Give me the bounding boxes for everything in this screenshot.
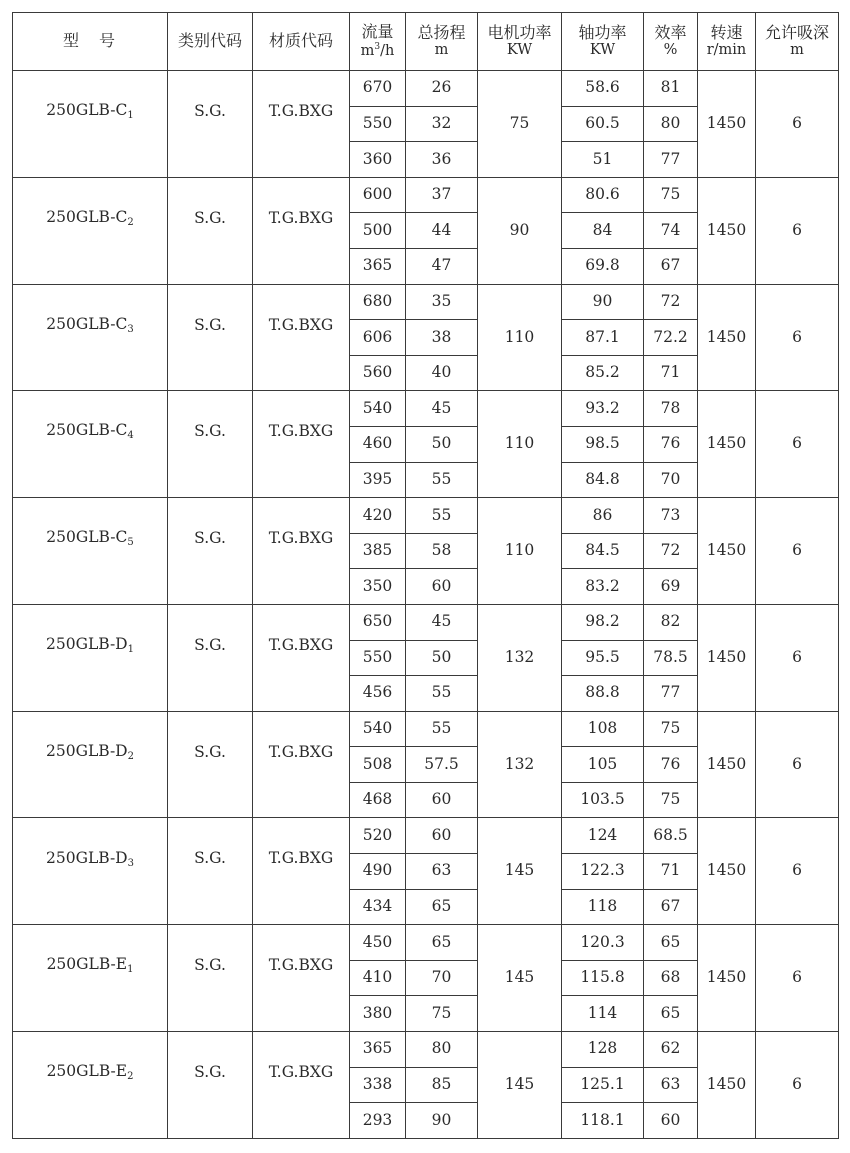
efficiency-cell: 67 — [644, 889, 698, 925]
material-cell-text: T.G.BXG — [268, 101, 334, 120]
motor-power-cell: 110 — [478, 498, 562, 605]
motor-power-cell: 145 — [478, 818, 562, 925]
model-name — [46, 209, 133, 229]
header-efficiency-label: 效率 — [654, 22, 687, 42]
model-name — [46, 743, 134, 763]
header-suction-label: 允许吸深 — [764, 22, 829, 42]
motor-power-cell: 75 — [478, 71, 562, 178]
category-cell — [168, 711, 253, 818]
flow-cell: 550 — [350, 640, 406, 676]
model-subscript: 1 — [127, 964, 134, 976]
header-suction — [756, 13, 839, 71]
model-cell — [13, 925, 168, 1032]
head-cell: 70 — [406, 960, 478, 996]
flow-cell: 460 — [350, 426, 406, 462]
efficiency-cell: 72.2 — [644, 320, 698, 356]
category-cell — [168, 498, 253, 605]
flow-cell: 508 — [350, 747, 406, 783]
shaft-power-cell: 93.2 — [562, 391, 644, 427]
head-cell: 40 — [406, 355, 478, 391]
material-cell — [253, 177, 350, 284]
header-flow-unit-pre: m — [360, 42, 375, 59]
header-shaft-power — [562, 13, 644, 71]
efficiency-cell: 65 — [644, 996, 698, 1032]
material-cell — [253, 818, 350, 925]
material-cell-text: T.G.BXG — [268, 635, 334, 654]
category-cell — [168, 284, 253, 391]
suction-cell: 6 — [756, 177, 839, 284]
category-cell-text: S.G. — [194, 101, 226, 120]
model-name — [47, 1063, 134, 1083]
efficiency-cell: 77 — [644, 676, 698, 712]
table-row — [13, 604, 839, 640]
flow-cell: 670 — [350, 71, 406, 107]
suction-cell: 6 — [756, 925, 839, 1032]
head-cell: 57.5 — [406, 747, 478, 783]
shaft-power-cell: 84.8 — [562, 462, 644, 498]
header-category-label: 类别代码 — [177, 31, 242, 51]
flow-cell: 650 — [350, 604, 406, 640]
model-base: 250GLB-C — [46, 101, 128, 120]
speed-cell: 1450 — [698, 1032, 756, 1139]
header-material-label: 材质代码 — [268, 31, 333, 51]
shaft-power-cell: 115.8 — [562, 960, 644, 996]
material-cell — [253, 391, 350, 498]
suction-cell: 6 — [756, 604, 839, 711]
speed-cell: 1450 — [698, 498, 756, 605]
speed-cell: 1450 — [698, 284, 756, 391]
head-cell: 90 — [406, 1103, 478, 1139]
model-cell — [13, 711, 168, 818]
pump-spec-table — [12, 12, 839, 1139]
efficiency-cell: 75 — [644, 711, 698, 747]
flow-cell: 468 — [350, 782, 406, 818]
motor-power-cell: 110 — [478, 391, 562, 498]
material-cell — [253, 498, 350, 605]
head-cell: 50 — [406, 426, 478, 462]
material-cell-text: T.G.BXG — [268, 315, 334, 334]
efficiency-cell: 78.5 — [644, 640, 698, 676]
model-subscript: 3 — [127, 323, 134, 335]
efficiency-cell: 80 — [644, 106, 698, 142]
model-name — [46, 316, 133, 336]
shaft-power-cell: 95.5 — [562, 640, 644, 676]
category-cell — [168, 925, 253, 1032]
model-cell — [13, 498, 168, 605]
efficiency-cell: 76 — [644, 747, 698, 783]
motor-power-cell: 110 — [478, 284, 562, 391]
flow-cell: 450 — [350, 925, 406, 961]
shaft-power-cell: 85.2 — [562, 355, 644, 391]
model-name — [47, 956, 134, 976]
shaft-power-cell: 108 — [562, 711, 644, 747]
model-subscript: 3 — [127, 857, 134, 869]
category-cell-text: S.G. — [194, 635, 226, 654]
model-base: 250GLB-D — [46, 741, 128, 760]
table-row — [13, 284, 839, 320]
flow-cell: 338 — [350, 1067, 406, 1103]
head-cell: 65 — [406, 889, 478, 925]
shaft-power-cell: 120.3 — [562, 925, 644, 961]
material-cell-text: T.G.BXG — [268, 422, 334, 441]
suction-cell: 6 — [756, 284, 839, 391]
efficiency-cell: 60 — [644, 1103, 698, 1139]
model-base: 250GLB-C — [46, 421, 128, 440]
category-cell-text: S.G. — [194, 1063, 226, 1082]
header-shaft-power-label: 轴功率 — [578, 22, 627, 42]
speed-cell: 1450 — [698, 391, 756, 498]
shaft-power-cell: 90 — [562, 284, 644, 320]
category-cell-text: S.G. — [194, 422, 226, 441]
efficiency-cell: 82 — [644, 604, 698, 640]
flow-cell: 680 — [350, 284, 406, 320]
material-cell-text: T.G.BXG — [268, 529, 334, 548]
shaft-power-cell: 84.5 — [562, 533, 644, 569]
flow-cell: 365 — [350, 248, 406, 284]
material-cell — [253, 284, 350, 391]
model-cell — [13, 1032, 168, 1139]
shaft-power-cell: 86 — [562, 498, 644, 534]
head-cell: 47 — [406, 248, 478, 284]
header-flow — [350, 13, 406, 71]
model-subscript: 1 — [127, 110, 134, 122]
flow-cell: 606 — [350, 320, 406, 356]
efficiency-cell: 74 — [644, 213, 698, 249]
efficiency-cell: 77 — [644, 142, 698, 178]
model-name — [46, 850, 134, 870]
header-row — [13, 13, 839, 71]
model-name — [46, 422, 133, 442]
speed-cell: 1450 — [698, 818, 756, 925]
efficiency-cell: 63 — [644, 1067, 698, 1103]
header-category — [168, 13, 253, 71]
shaft-power-cell: 125.1 — [562, 1067, 644, 1103]
head-cell: 60 — [406, 569, 478, 605]
model-subscript: 1 — [127, 644, 134, 656]
header-speed — [698, 13, 756, 71]
flow-cell: 456 — [350, 676, 406, 712]
material-cell-text: T.G.BXG — [268, 1063, 334, 1082]
efficiency-cell: 70 — [644, 462, 698, 498]
shaft-power-cell: 118 — [562, 889, 644, 925]
model-name — [46, 529, 133, 549]
efficiency-cell: 69 — [644, 569, 698, 605]
shaft-power-cell: 98.5 — [562, 426, 644, 462]
header-shaft-power-unit: KW — [589, 42, 616, 59]
header-motor-power-label: 电机功率 — [487, 22, 552, 42]
head-cell: 50 — [406, 640, 478, 676]
shaft-power-cell: 58.6 — [562, 71, 644, 107]
model-subscript: 2 — [127, 1071, 134, 1083]
table-row — [13, 1032, 839, 1068]
header-speed-label: 转速 — [710, 22, 743, 42]
efficiency-cell: 65 — [644, 925, 698, 961]
motor-power-cell: 90 — [478, 177, 562, 284]
efficiency-cell: 72 — [644, 533, 698, 569]
head-cell: 38 — [406, 320, 478, 356]
efficiency-cell: 75 — [644, 782, 698, 818]
head-cell: 55 — [406, 462, 478, 498]
shaft-power-cell: 80.6 — [562, 177, 644, 213]
flow-cell: 520 — [350, 818, 406, 854]
efficiency-cell: 71 — [644, 355, 698, 391]
head-cell: 55 — [406, 498, 478, 534]
shaft-power-cell: 60.5 — [562, 106, 644, 142]
category-cell — [168, 391, 253, 498]
head-cell: 63 — [406, 854, 478, 890]
header-material — [253, 13, 350, 71]
flow-cell: 490 — [350, 854, 406, 890]
model-subscript: 2 — [127, 216, 134, 228]
motor-power-cell: 145 — [478, 1032, 562, 1139]
header-suction-unit: m — [790, 42, 804, 59]
efficiency-cell: 73 — [644, 498, 698, 534]
head-cell: 36 — [406, 142, 478, 178]
table-row — [13, 177, 839, 213]
flow-cell: 420 — [350, 498, 406, 534]
table-header — [13, 13, 839, 71]
flow-cell: 410 — [350, 960, 406, 996]
header-flow-unit — [350, 42, 405, 60]
header-efficiency-unit: % — [663, 42, 678, 59]
material-cell-text: T.G.BXG — [268, 742, 334, 761]
speed-cell: 1450 — [698, 177, 756, 284]
head-cell: 45 — [406, 604, 478, 640]
table-body — [13, 71, 839, 1139]
model-base: 250GLB-C — [46, 314, 128, 333]
efficiency-cell: 75 — [644, 177, 698, 213]
shaft-power-cell: 118.1 — [562, 1103, 644, 1139]
shaft-power-cell: 88.8 — [562, 676, 644, 712]
material-cell — [253, 1032, 350, 1139]
model-subscript: 4 — [127, 430, 134, 442]
header-flow-label: 流量 — [361, 22, 394, 42]
model-name — [46, 102, 133, 122]
speed-cell: 1450 — [698, 604, 756, 711]
material-cell-text: T.G.BXG — [268, 208, 334, 227]
flow-cell: 395 — [350, 462, 406, 498]
category-cell-text: S.G. — [194, 956, 226, 975]
category-cell-text: S.G. — [194, 742, 226, 761]
shaft-power-cell: 98.2 — [562, 604, 644, 640]
flow-cell: 434 — [350, 889, 406, 925]
flow-cell: 550 — [350, 106, 406, 142]
model-cell — [13, 177, 168, 284]
category-cell — [168, 818, 253, 925]
model-base: 250GLB-C — [46, 528, 128, 547]
motor-power-cell: 132 — [478, 604, 562, 711]
flow-cell: 365 — [350, 1032, 406, 1068]
efficiency-cell: 67 — [644, 248, 698, 284]
shaft-power-cell: 114 — [562, 996, 644, 1032]
head-cell: 32 — [406, 106, 478, 142]
shaft-power-cell: 105 — [562, 747, 644, 783]
suction-cell: 6 — [756, 71, 839, 178]
model-cell — [13, 604, 168, 711]
material-cell — [253, 71, 350, 178]
efficiency-cell: 68.5 — [644, 818, 698, 854]
head-cell: 75 — [406, 996, 478, 1032]
model-base: 250GLB-E — [46, 1062, 128, 1081]
head-cell: 55 — [406, 676, 478, 712]
efficiency-cell: 76 — [644, 426, 698, 462]
category-cell-text: S.G. — [194, 849, 226, 868]
head-cell: 44 — [406, 213, 478, 249]
model-subscript: 5 — [127, 537, 134, 549]
shaft-power-cell: 128 — [562, 1032, 644, 1068]
suction-cell: 6 — [756, 818, 839, 925]
efficiency-cell: 68 — [644, 960, 698, 996]
shaft-power-cell: 122.3 — [562, 854, 644, 890]
shaft-power-cell: 83.2 — [562, 569, 644, 605]
flow-cell: 600 — [350, 177, 406, 213]
head-cell: 55 — [406, 711, 478, 747]
shaft-power-cell: 69.8 — [562, 248, 644, 284]
suction-cell: 6 — [756, 1032, 839, 1139]
efficiency-cell: 72 — [644, 284, 698, 320]
efficiency-cell: 78 — [644, 391, 698, 427]
flow-cell: 385 — [350, 533, 406, 569]
category-cell-text: S.G. — [194, 315, 226, 334]
header-model-label: 型 号 — [62, 31, 117, 51]
flow-cell: 540 — [350, 391, 406, 427]
table-row — [13, 498, 839, 534]
table-row — [13, 391, 839, 427]
head-cell: 85 — [406, 1067, 478, 1103]
flow-cell: 350 — [350, 569, 406, 605]
table-row — [13, 925, 839, 961]
model-base: 250GLB-E — [46, 955, 128, 974]
model-base: 250GLB-D — [46, 848, 128, 867]
flow-cell: 360 — [350, 142, 406, 178]
head-cell: 60 — [406, 782, 478, 818]
efficiency-cell: 81 — [644, 71, 698, 107]
header-speed-unit: r/min — [706, 42, 747, 59]
shaft-power-cell: 124 — [562, 818, 644, 854]
model-subscript: 2 — [127, 750, 134, 762]
head-cell: 60 — [406, 818, 478, 854]
speed-cell: 1450 — [698, 925, 756, 1032]
efficiency-cell: 62 — [644, 1032, 698, 1068]
model-cell — [13, 391, 168, 498]
head-cell: 80 — [406, 1032, 478, 1068]
header-head — [406, 13, 478, 71]
flow-cell: 560 — [350, 355, 406, 391]
category-cell — [168, 604, 253, 711]
header-model — [13, 13, 168, 71]
header-motor-power-unit: KW — [506, 42, 533, 59]
flow-cell: 500 — [350, 213, 406, 249]
suction-cell: 6 — [756, 498, 839, 605]
efficiency-cell: 71 — [644, 854, 698, 890]
head-cell: 37 — [406, 177, 478, 213]
category-cell — [168, 71, 253, 178]
motor-power-cell: 132 — [478, 711, 562, 818]
model-name — [46, 636, 134, 656]
flow-cell: 293 — [350, 1103, 406, 1139]
table-row — [13, 711, 839, 747]
category-cell — [168, 1032, 253, 1139]
material-cell — [253, 925, 350, 1032]
head-cell: 65 — [406, 925, 478, 961]
motor-power-cell: 145 — [478, 925, 562, 1032]
category-cell — [168, 177, 253, 284]
speed-cell: 1450 — [698, 711, 756, 818]
header-efficiency — [644, 13, 698, 71]
model-cell — [13, 71, 168, 178]
shaft-power-cell: 51 — [562, 142, 644, 178]
material-cell — [253, 604, 350, 711]
suction-cell: 6 — [756, 711, 839, 818]
header-flow-unit-sup: 3 — [374, 41, 381, 52]
head-cell: 26 — [406, 71, 478, 107]
material-cell-text: T.G.BXG — [268, 849, 334, 868]
head-cell: 45 — [406, 391, 478, 427]
model-base: 250GLB-D — [46, 635, 128, 654]
table-row — [13, 71, 839, 107]
shaft-power-cell: 103.5 — [562, 782, 644, 818]
model-cell — [13, 818, 168, 925]
table-row — [13, 818, 839, 854]
shaft-power-cell: 84 — [562, 213, 644, 249]
model-cell — [13, 284, 168, 391]
material-cell-text: T.G.BXG — [268, 956, 334, 975]
head-cell: 35 — [406, 284, 478, 320]
head-cell: 58 — [406, 533, 478, 569]
model-base: 250GLB-C — [46, 207, 128, 226]
speed-cell: 1450 — [698, 71, 756, 178]
flow-cell: 540 — [350, 711, 406, 747]
material-cell — [253, 711, 350, 818]
category-cell-text: S.G. — [194, 529, 226, 548]
header-flow-unit-post: /h — [380, 42, 395, 59]
header-head-unit: m — [434, 42, 449, 59]
header-motor-power — [478, 13, 562, 71]
flow-cell: 380 — [350, 996, 406, 1032]
category-cell-text: S.G. — [194, 208, 226, 227]
suction-cell: 6 — [756, 391, 839, 498]
header-head-label: 总扬程 — [417, 22, 466, 42]
shaft-power-cell: 87.1 — [562, 320, 644, 356]
